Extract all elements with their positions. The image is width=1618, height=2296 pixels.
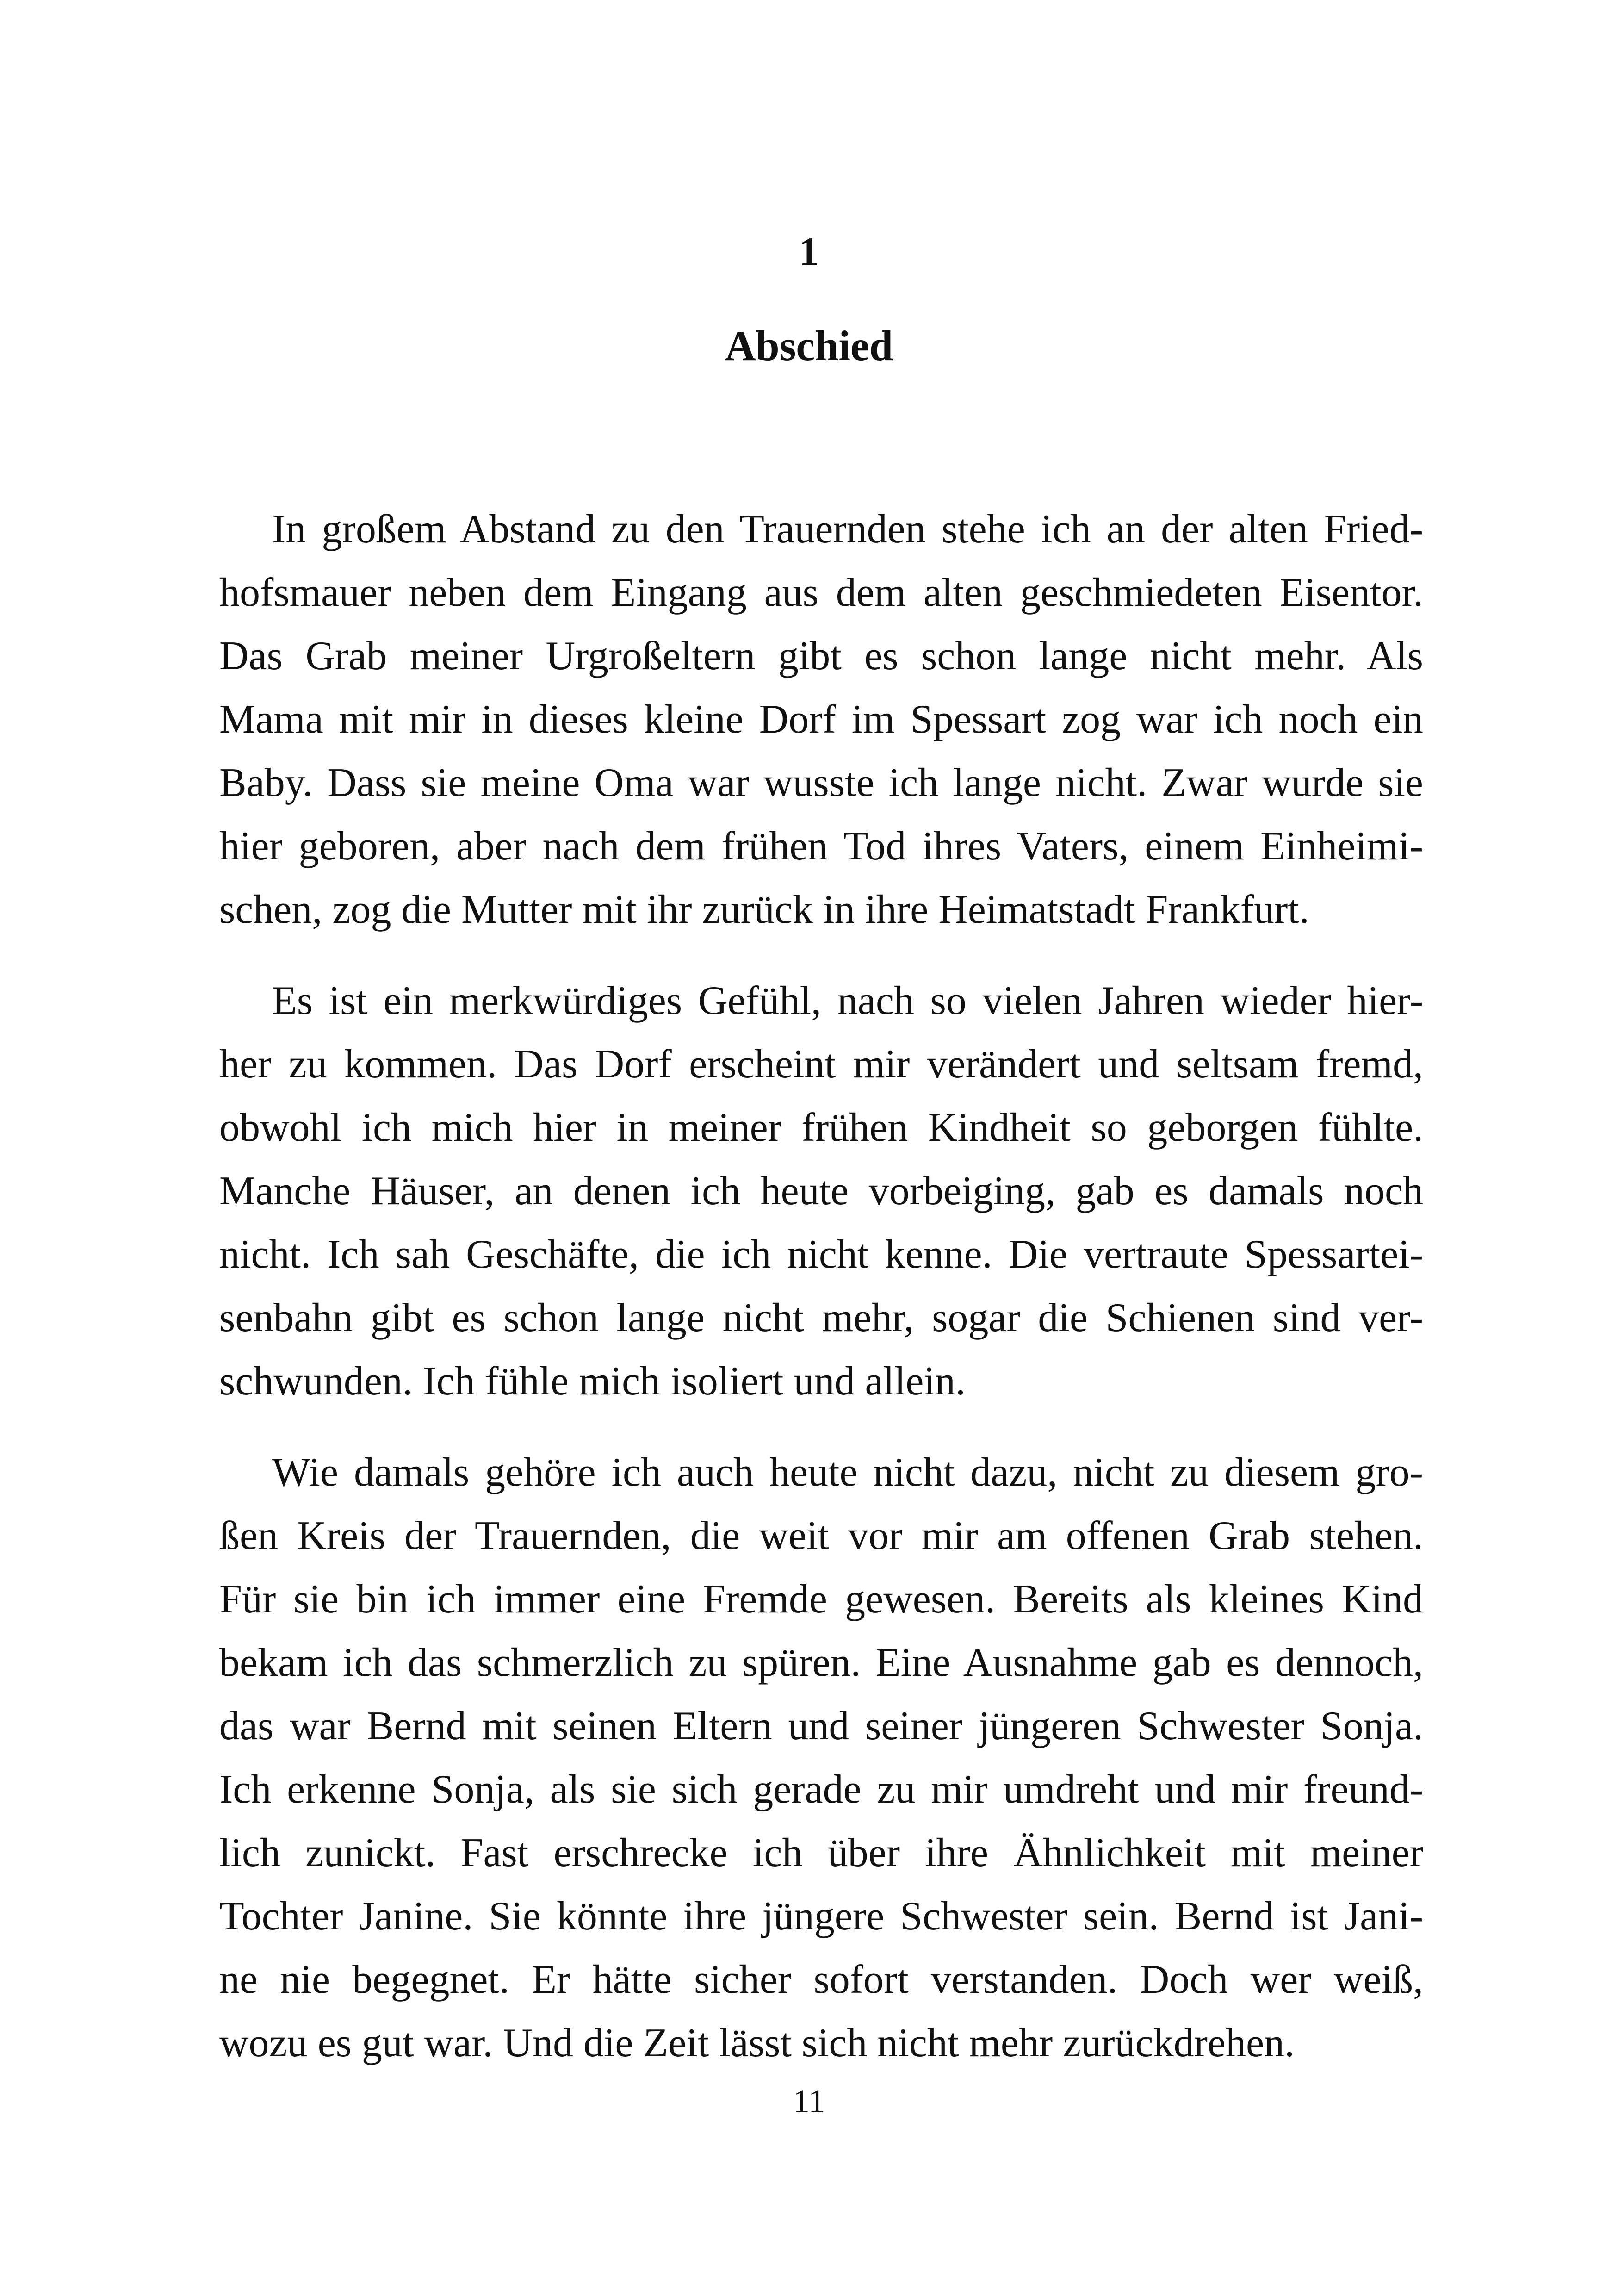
text-line: obwohl ich mich hier in meiner frühen Kindheit so geborgen fühlte. (219, 1105, 1423, 1150)
text-line: her zu kommen. Das Dorf erscheint mir verändert und seltsam fremd, (219, 1042, 1423, 1087)
text-line: schwunden. Ich fühle mich isoliert und allein. (219, 1359, 966, 1404)
text-line: nicht. Ich sah Geschäfte, die ich nicht kenne. Die vertraute Spessartei- (219, 1232, 1423, 1277)
page-number: 11 (793, 2083, 825, 2120)
chapter-title: Abschied (725, 322, 893, 369)
text-line: schen, zog die Mutter mit ihr zurück in ihre Heimatstadt Frankfurt. (219, 887, 1309, 932)
chapter-number: 1 (799, 230, 819, 274)
text-line: Das Grab meiner Urgroßeltern gibt es schon lange nicht mehr. Als (219, 634, 1423, 678)
text-line: bekam ich das schmerzlich zu spüren. Eine Ausnahme gab es dennoch, (219, 1640, 1423, 1685)
paragraph-1 (219, 498, 1423, 941)
text-line: Es ist ein merkwürdiges Gefühl, nach so vielen Jahren wieder hier- (272, 978, 1423, 1023)
text-line: Ich erkenne Sonja, als sie sich gerade zu mir umdreht und mir freund- (219, 1767, 1423, 1812)
text-line: senbahn gibt es schon lange nicht mehr, sogar die Schienen sind ver- (219, 1295, 1423, 1340)
text-line: Für sie bin ich immer eine Fremde gewesen. Bereits als kleines Kind (219, 1577, 1423, 1622)
paragraph-2 (219, 969, 1423, 1413)
text-line: lich zunickt. Fast erschrecke ich über ihre Ähnlichkeit mit meiner (219, 1830, 1423, 1875)
text-line: wozu es gut war. Und die Zeit lässt sich nicht mehr zurückdrehen. (219, 2021, 1295, 2066)
text-line: hofsmauer neben dem Eingang aus dem alten geschmiedeten Eisentor. (219, 570, 1423, 615)
text-line: hier geboren, aber nach dem frühen Tod ihres Vaters, einem Einheimi- (219, 824, 1423, 869)
text-line: Manche Häuser, an denen ich heute vorbeiging, gab es damals noch (219, 1169, 1423, 1213)
text-line: Mama mit mir in dieses kleine Dorf im Spessart zog war ich noch ein (219, 697, 1423, 742)
text-line: ßen Kreis der Trauernden, die weit vor mir am offenen Grab stehen. (219, 1513, 1423, 1558)
text-line: das war Bernd mit seinen Eltern und seiner jüngeren Schwester Sonja. (219, 1704, 1423, 1748)
text-line: In großem Abstand zu den Trauernden stehe ich an der alten Fried- (272, 507, 1423, 552)
text-line: Wie damals gehöre ich auch heute nicht dazu, nicht zu diesem gro- (272, 1450, 1423, 1495)
chapter-body (219, 498, 1423, 2103)
paragraph-3 (219, 1441, 1423, 2075)
text-line: ne nie begegnet. Er hätte sicher sofort verstanden. Doch wer weiß, (219, 1957, 1423, 2002)
text-line: Baby. Dass sie meine Oma war wusste ich lange nicht. Zwar wurde sie (219, 760, 1423, 805)
text-line: Tochter Janine. Sie könnte ihre jüngere Schwester sein. Bernd ist Jani- (219, 1894, 1423, 1939)
